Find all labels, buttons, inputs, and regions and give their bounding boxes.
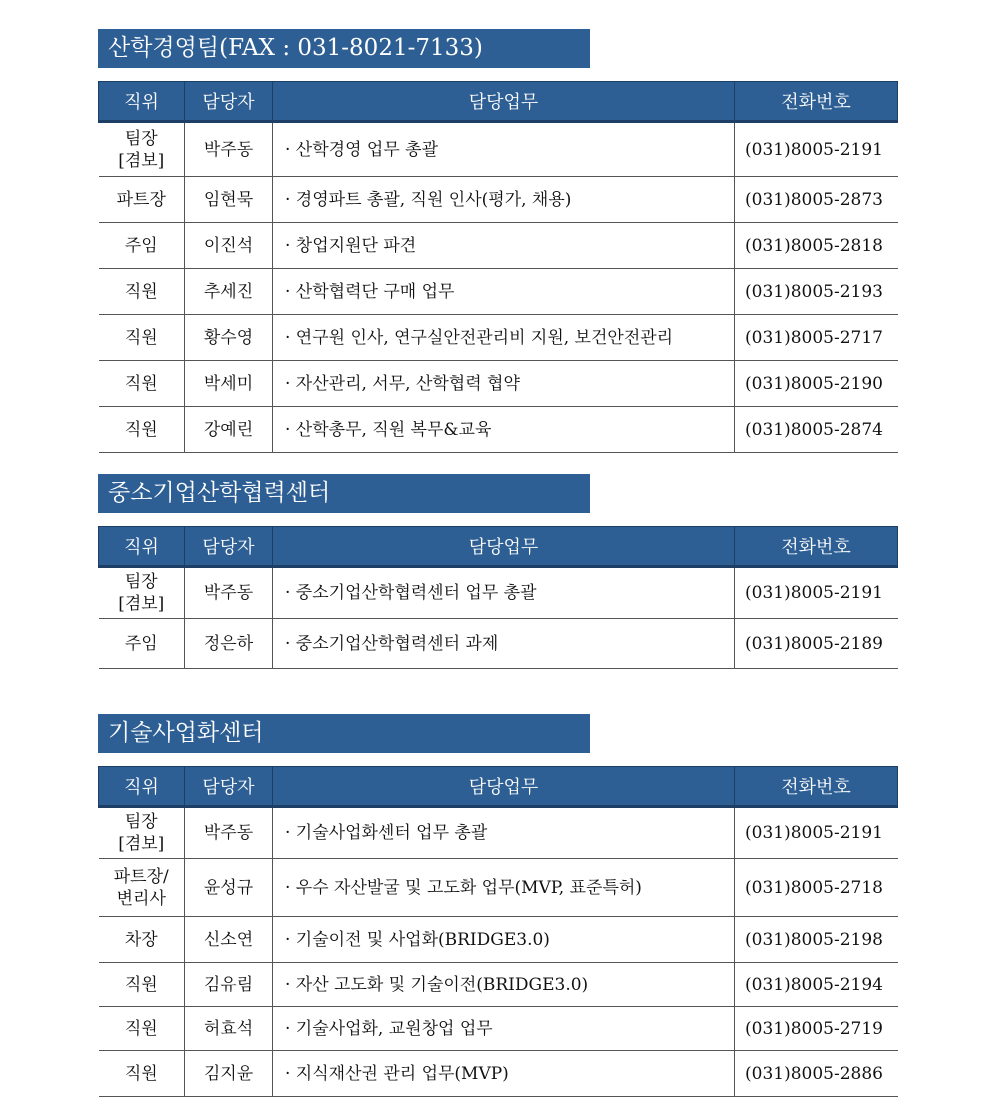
header-phone: 전화번호 — [735, 82, 898, 122]
header-person: 담당자 — [185, 767, 273, 807]
cell-rank: 파트장/ 변리사 — [99, 859, 185, 917]
table-row — [99, 1051, 898, 1097]
cell-duty: · 연구원 인사, 연구실안전관리비 지원, 보건안전관리 — [273, 315, 735, 361]
cell-rank: 파트장 — [99, 177, 185, 223]
cell-person: 윤성규 — [185, 859, 273, 917]
cell-person: 황수영 — [185, 315, 273, 361]
cell-duty: · 우수 자산발굴 및 고도화 업무(MVP, 표준특허) — [273, 859, 735, 917]
cell-phone: (031)8005-2191 — [735, 567, 898, 619]
table-row — [99, 807, 898, 859]
header-duty: 담당업무 — [273, 527, 735, 567]
cell-duty: · 지식재산권 관리 업무(MVP) — [273, 1051, 735, 1097]
cell-duty: · 산학경영 업무 총괄 — [273, 122, 735, 177]
cell-rank: 팀장 [겸보] — [99, 122, 185, 177]
cell-duty: · 기술사업화, 교원창업 업무 — [273, 1007, 735, 1051]
cell-duty: · 기술사업화센터 업무 총괄 — [273, 807, 735, 859]
cell-phone: (031)8005-2190 — [735, 361, 898, 407]
table-row — [99, 361, 898, 407]
cell-duty: · 자산관리, 서무, 산학협력 협약 — [273, 361, 735, 407]
cell-person: 추세진 — [185, 269, 273, 315]
cell-duty: · 기술이전 및 사업화(BRIDGE3.0) — [273, 917, 735, 963]
cell-rank: 직원 — [99, 1007, 185, 1051]
cell-person: 임현묵 — [185, 177, 273, 223]
cell-phone: (031)8005-2193 — [735, 269, 898, 315]
header-phone: 전화번호 — [735, 527, 898, 567]
cell-rank: 직원 — [99, 1051, 185, 1097]
cell-rank: 직원 — [99, 315, 185, 361]
cell-person: 강예린 — [185, 407, 273, 453]
cell-phone: (031)8005-2719 — [735, 1007, 898, 1051]
header-phone: 전화번호 — [735, 767, 898, 807]
cell-phone: (031)8005-2874 — [735, 407, 898, 453]
staff-table — [98, 766, 898, 1097]
cell-person: 박주동 — [185, 567, 273, 619]
table-row — [99, 963, 898, 1007]
cell-phone: (031)8005-2191 — [735, 122, 898, 177]
table-body — [99, 122, 898, 453]
table-row — [99, 407, 898, 453]
cell-rank: 직원 — [99, 407, 185, 453]
cell-duty: · 자산 고도화 및 기술이전(BRIDGE3.0) — [273, 963, 735, 1007]
cell-rank: 팀장 [겸보] — [99, 807, 185, 859]
cell-phone: (031)8005-2886 — [735, 1051, 898, 1097]
table-body — [99, 807, 898, 1097]
cell-phone: (031)8005-2718 — [735, 859, 898, 917]
header-person: 담당자 — [185, 527, 273, 567]
cell-rank: 직원 — [99, 361, 185, 407]
section-title: 산학경영팀(FAX : 031-8021-7133) — [98, 29, 590, 68]
cell-phone: (031)8005-2194 — [735, 963, 898, 1007]
table-row — [99, 315, 898, 361]
cell-duty: · 중소기업산학협력센터 과제 — [273, 619, 735, 669]
header-rank: 직위 — [99, 527, 185, 567]
cell-person: 허효석 — [185, 1007, 273, 1051]
table-row — [99, 567, 898, 619]
cell-person: 박세미 — [185, 361, 273, 407]
cell-phone: (031)8005-2873 — [735, 177, 898, 223]
table-row — [99, 859, 898, 917]
table-row — [99, 177, 898, 223]
cell-rank: 직원 — [99, 269, 185, 315]
cell-phone: (031)8005-2191 — [735, 807, 898, 859]
cell-person: 박주동 — [185, 807, 273, 859]
cell-phone: (031)8005-2818 — [735, 223, 898, 269]
header-rank: 직위 — [99, 767, 185, 807]
section-title: 기술사업화센터 — [98, 714, 590, 753]
cell-duty: · 산학협력단 구매 업무 — [273, 269, 735, 315]
header-duty: 담당업무 — [273, 767, 735, 807]
table-header-row — [99, 767, 898, 807]
header-rank: 직위 — [99, 82, 185, 122]
cell-person: 이진석 — [185, 223, 273, 269]
cell-duty: · 중소기업산학협력센터 업무 총괄 — [273, 567, 735, 619]
header-duty: 담당업무 — [273, 82, 735, 122]
staff-table — [98, 526, 898, 669]
cell-phone: (031)8005-2717 — [735, 315, 898, 361]
cell-person: 김지윤 — [185, 1051, 273, 1097]
table-body — [99, 567, 898, 669]
section-title: 중소기업산학협력센터 — [98, 474, 590, 513]
header-person: 담당자 — [185, 82, 273, 122]
cell-person: 김유림 — [185, 963, 273, 1007]
cell-duty: · 창업지원단 파견 — [273, 223, 735, 269]
cell-rank: 차장 — [99, 917, 185, 963]
cell-rank: 주임 — [99, 223, 185, 269]
table-row — [99, 619, 898, 669]
staff-table — [98, 81, 898, 453]
cell-phone: (031)8005-2189 — [735, 619, 898, 669]
cell-rank: 직원 — [99, 963, 185, 1007]
cell-duty: · 경영파트 총괄, 직원 인사(평가, 채용) — [273, 177, 735, 223]
table-header-row — [99, 82, 898, 122]
cell-duty: · 산학총무, 직원 복무&교육 — [273, 407, 735, 453]
cell-rank: 팀장 [겸보] — [99, 567, 185, 619]
cell-phone: (031)8005-2198 — [735, 917, 898, 963]
table-row — [99, 917, 898, 963]
table-row — [99, 269, 898, 315]
table-row — [99, 1007, 898, 1051]
cell-person: 박주동 — [185, 122, 273, 177]
cell-person: 정은하 — [185, 619, 273, 669]
table-row — [99, 122, 898, 177]
table-header-row — [99, 527, 898, 567]
table-row — [99, 223, 898, 269]
cell-person: 신소연 — [185, 917, 273, 963]
cell-rank: 주임 — [99, 619, 185, 669]
